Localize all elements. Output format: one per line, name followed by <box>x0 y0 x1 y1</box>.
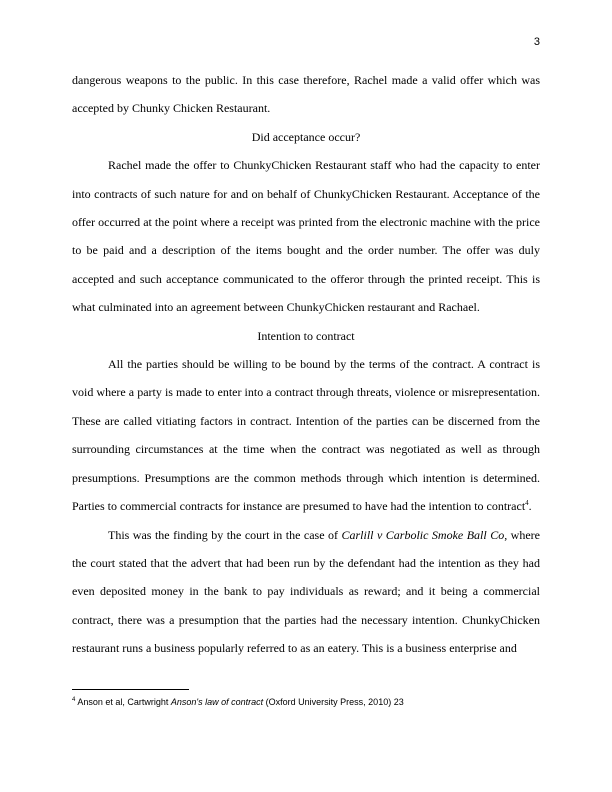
footnote <box>72 695 540 709</box>
paragraph-1: dangerous weapons to the public. In this case therefore, Rachel made a valid offer which was accepted by Chunky Chicken Restaurant. <box>72 73 540 116</box>
heading-did-acceptance-occur: Did acceptance occur? <box>251 129 361 144</box>
footnote-separator <box>72 689 189 690</box>
paragraph-3-end: . <box>528 499 532 514</box>
page-number: 3 <box>533 36 540 48</box>
paragraph-3 <box>72 350 540 520</box>
footnote-reference[interactable]: 4 <box>525 499 529 508</box>
paragraph-4-rest: , where the court stated that the advert that had been run by the defendant had the intention as they had even deposited money in the bank to pay individuals as reward; and it being a commercial contract, there was a presumption that the parties had the necessary intention. ChunkyChicken restaurant runs a business popularly referred to as an eatery. This is a business enterprise and <box>72 527 540 656</box>
footnote-authors: Anson et al, Cartwright <box>75 697 171 707</box>
paragraph-2: Rachel made the offer to ChunkyChicken Restaurant staff who had the capacity to enter into contracts of such nature for and on behalf of ChunkyChicken Restaurant. Acceptance of the offer occurred at the point where a receipt was printed from the electronic machine with the price to be paid and a description of the items bought and the order number. The offer was duly accepted and such acceptance communicated to the offeror through the printed receipt. This is what culminated into an agreement between ChunkyChicken restaurant and Rachael. <box>72 158 540 315</box>
paragraph-4-start: This was the finding by the court in the case of <box>108 527 342 542</box>
paragraph-4 <box>72 521 540 663</box>
footnote-title: Anson's law of contract <box>170 697 264 707</box>
footnote-number: 4 <box>72 697 76 703</box>
body-text <box>72 66 540 663</box>
case-name: Carlill v Carbolic Smoke Ball Co <box>341 527 505 542</box>
footnote-publication: (Oxford University Press, 2010) 23 <box>263 697 404 707</box>
paragraph-3-text: All the parties should be willing to be bound by the terms of the contract. A contract is void where a party is made to enter into a contract through threats, violence or misrepresentation. These are called vitiating factors in contract. Intention of the parties can be discerned from the surrounding circumstances at the time when the contract was negotiated as well as through presumptions. Presumptions are the common methods through which intention is determined. Parties to commercial contracts for instance are presumed to have had the intention to contract <box>72 357 540 514</box>
heading-intention-to-contract: Intention to contract <box>257 328 355 343</box>
